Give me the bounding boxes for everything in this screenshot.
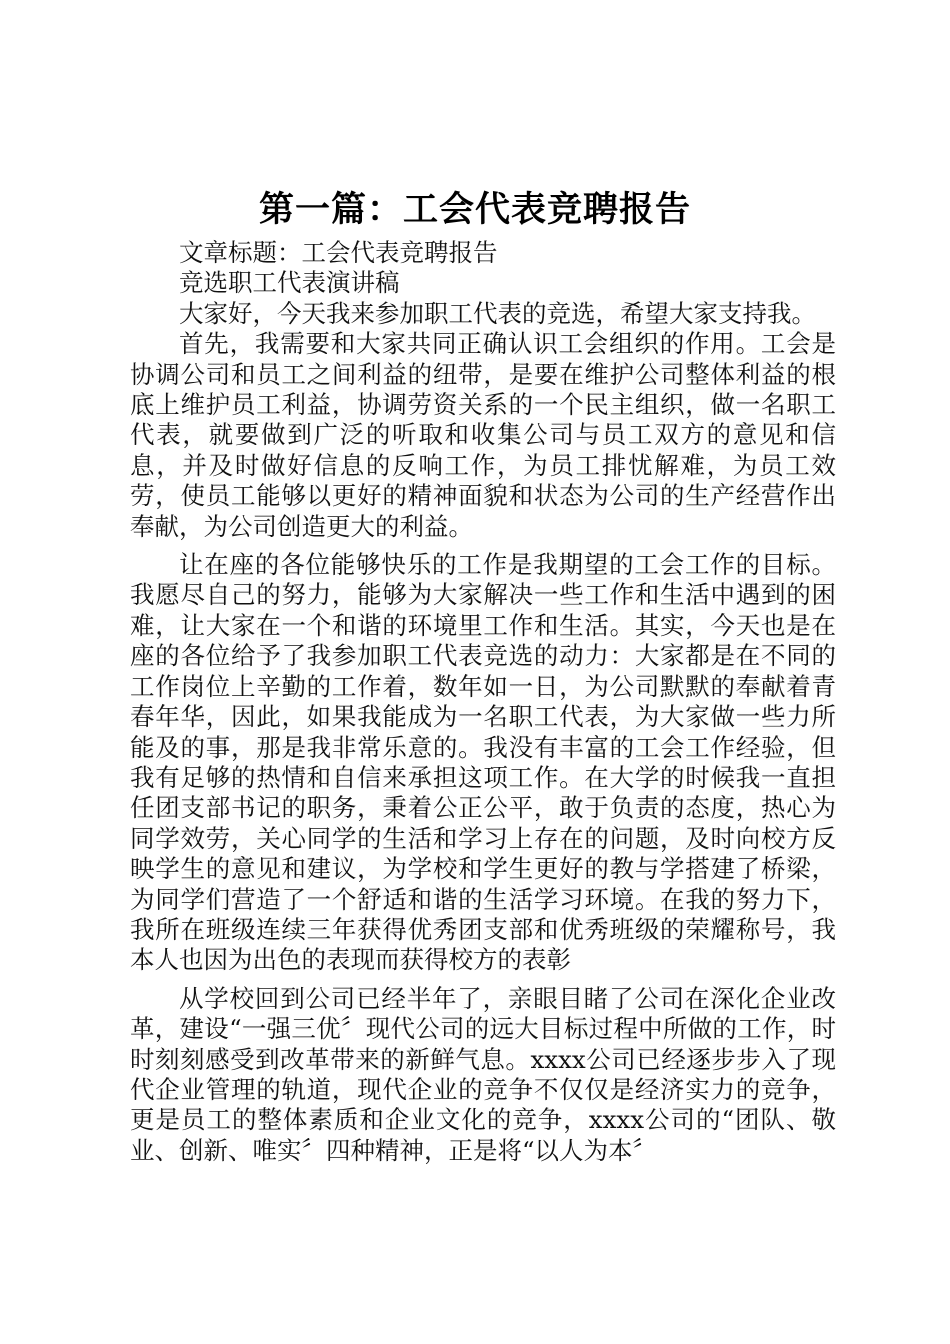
document-body xyxy=(130,238,836,1166)
paragraph-company-reform: 从学校回到公司已经半年了，亲眼目睹了公司在深化企业改革，建设“一强三优〞现代公司的远大目标过程中所做的工作，时时刻刻感受到改革带来的新鲜气息。xxxx公司已经逐步步入了现代企业管理的轨道，现代企业的竞争不仅仅是经济实力的竞争，更是员工的整体素质和企业文化的竞争，xxxx公司的“团队、敬业、创新、唯实〞四种精神，正是将“以人为本〞 xyxy=(130,983,836,1165)
paragraph-greeting: 大家好，今天我来参加职工代表的竞选，希望大家支持我。 xyxy=(179,298,816,328)
paragraph-article-title: 文章标题：工会代表竞聘报告 xyxy=(179,238,498,267)
paragraph-speech-heading: 竞选职工代表演讲稿 xyxy=(179,268,400,298)
paragraph-union-role: 首先，我需要和大家共同正确认识工会组织的作用。工会是协调公司和员工之间利益的纽带，是要在维护公司整体利益的根底上维护员工利益，协调劳资关系的一个民主组织，做一名职工代表，就要做到广泛的听取和收集公司与员工双方的意见和信息，并及时做好信息的反响工作，为员工排忧解难，为员工效劳，使员工能够以更好的精神面貌和状态为公司的生产经营作出奉献，为公司创造更大的利益。 xyxy=(130,329,836,541)
paragraph-goals: 让在座的各位能够快乐的工作是我期望的工会工作的目标。我愿尽自己的努力，能够为大家解决一些工作和生活中遇到的困难，让大家在一个和谐的环境里工作和生活。其实，今天也是在座的各位给予了我参加职工代表竞选的动力：大家都是在不同的工作岗位上辛勤的工作着，数年如一日，为公司默默的奉献着青春年华，因此，如果我能成为一名职工代表，为大家做一些力所能及的事，那是我非常乐意的。我没有丰富的工会工作经验，但我有足够的热情和自信来承担这项工作。在大学的时候我一直担任团支部书记的职务，秉着公正公平，敢于负责的态度，热心为同学效劳，关心同学的生活和学习上存在的问题，及时向校方反映学生的意见和建议，为学校和学生更好的教与学搭建了桥梁，为同学们营造了一个舒适和谐的生活学习环境。在我的努力下，我所在班级连续三年获得优秀团支部和优秀班级的荣耀称号，我本人也因为出色的表现而获得校方的表彰 xyxy=(130,550,836,975)
document-title: 第一篇：工会代表竞聘报告 xyxy=(258,189,691,230)
